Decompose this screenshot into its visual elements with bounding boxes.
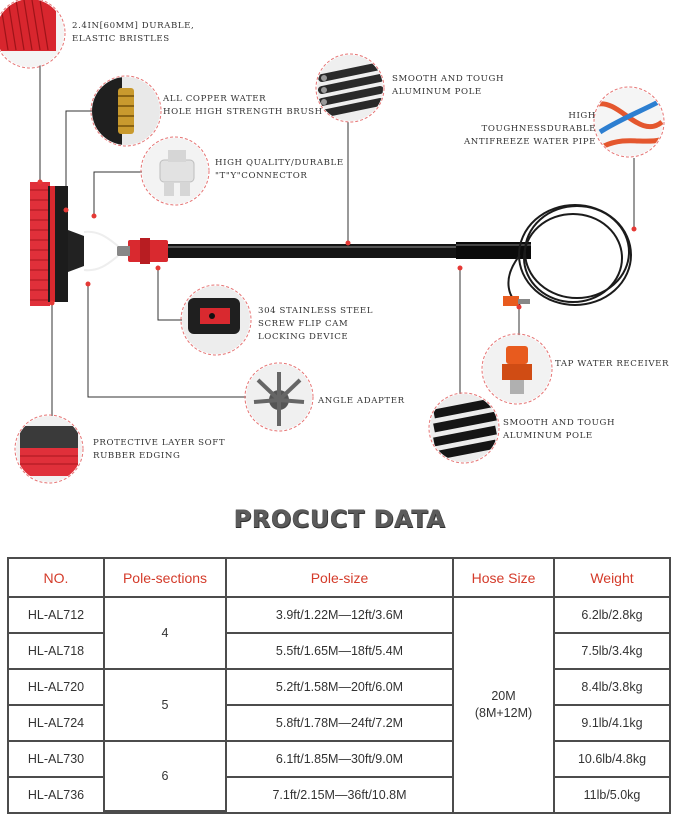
copper-image [92, 77, 160, 145]
product-data-title: PROCUCT DATA [233, 505, 446, 533]
cell-no: HL-AL718 [9, 634, 105, 670]
bristles-image [0, 0, 64, 67]
callout-t-connector: HIGH QUALITY/DURABLE "T"Y"CONNECTOR [215, 158, 344, 181]
cell-weight: 11lb/5.0kg [583, 788, 641, 802]
pole-bottom-image [430, 394, 498, 462]
cell-pole-size: 5.2ft/1.58M—20ft/6.0M [227, 670, 454, 706]
cell-no: HL-AL720 [9, 670, 105, 706]
brush-head-drawing [30, 182, 118, 306]
table-row [9, 742, 669, 778]
tap-fitting [503, 296, 530, 306]
t-connector-image [142, 138, 208, 204]
header-hose-size: Hose Size [454, 559, 555, 598]
hose-length: 20M [491, 689, 516, 703]
cell-pole-size: 6.1ft/1.85M—30ft/9.0M [227, 742, 454, 778]
cell-weight: 6.2lb/2.8kg [555, 598, 669, 634]
table-row [9, 670, 669, 706]
cell-sections: 5 [105, 670, 227, 742]
callout-rubber-edging: PROTECTIVE LAYER SOFT RUBBER EDGING [93, 438, 226, 461]
callout-water-pipe: HIGH TOUGHNESSDURABLE ANTIFREEZE WATER PIPE [464, 111, 596, 147]
callout-bristles: 2.4IN[60MM] DURABLE, ELASTIC BRISTLES [72, 21, 195, 44]
cell-weight: 9.1lb/4.1kg [555, 706, 669, 742]
cell-pole-size: 7.1ft/2.15M—36ft/10.8M [227, 778, 454, 812]
callout-copper: ALL COPPER WATER HOLE HIGH STRENGTH BRUSH [163, 94, 323, 117]
pole-drawing [117, 238, 531, 264]
rubber-edging-image [16, 416, 82, 482]
cell-hose-size [454, 598, 555, 812]
product-data-table [7, 557, 671, 814]
header-weight: Weight [555, 559, 669, 598]
hose-breakdown: (8M+12M) [474, 706, 533, 720]
cell-no: HL-AL712 [9, 598, 105, 634]
cell-no: HL-AL730 [9, 742, 105, 778]
callout-pole-top: SMOOTH AND TOUGH ALUMINUM POLE [392, 74, 505, 97]
table-row [9, 598, 669, 634]
tap-receiver-image [483, 335, 551, 403]
callout-cam-lock: 304 STAINLESS STEEL SCREW FLIP CAM LOCKING DEVICE [258, 306, 374, 342]
cell-weight: 8.4lb/3.8kg [555, 670, 669, 706]
cell-no: HL-AL736 [9, 778, 105, 812]
cell-sections: 4 [105, 598, 227, 670]
header-pole-sections: Pole-sections [105, 559, 227, 598]
cell-weight: 7.5lb/3.4kg [555, 634, 669, 670]
callout-angle-adapter: ANGLE ADAPTER [318, 396, 405, 406]
cell-sections: 6 [105, 742, 227, 812]
water-pipe-image [595, 88, 663, 156]
callout-pole-bottom: SMOOTH AND TOUGH ALUMINUM POLE [503, 418, 616, 441]
header-no: NO. [9, 559, 105, 598]
cell-pole-size: 3.9ft/1.22M—12ft/3.6M [227, 598, 454, 634]
pole-tubes-image [317, 55, 383, 121]
cam-lock-image [182, 286, 250, 354]
cell-pole-size: 5.5ft/1.65M—18ft/5.4M [227, 634, 454, 670]
angle-adapter-image [246, 364, 312, 430]
header-pole-size: Pole-size [227, 559, 454, 598]
cell-pole-size: 5.8ft/1.78M—24ft/7.2M [227, 706, 454, 742]
cell-no: HL-AL724 [9, 706, 105, 742]
callout-tap-receiver: TAP WATER RECEIVER [555, 359, 670, 369]
table-header-row [9, 559, 669, 598]
cell-weight: 10.6lb/4.8kg [555, 742, 669, 778]
